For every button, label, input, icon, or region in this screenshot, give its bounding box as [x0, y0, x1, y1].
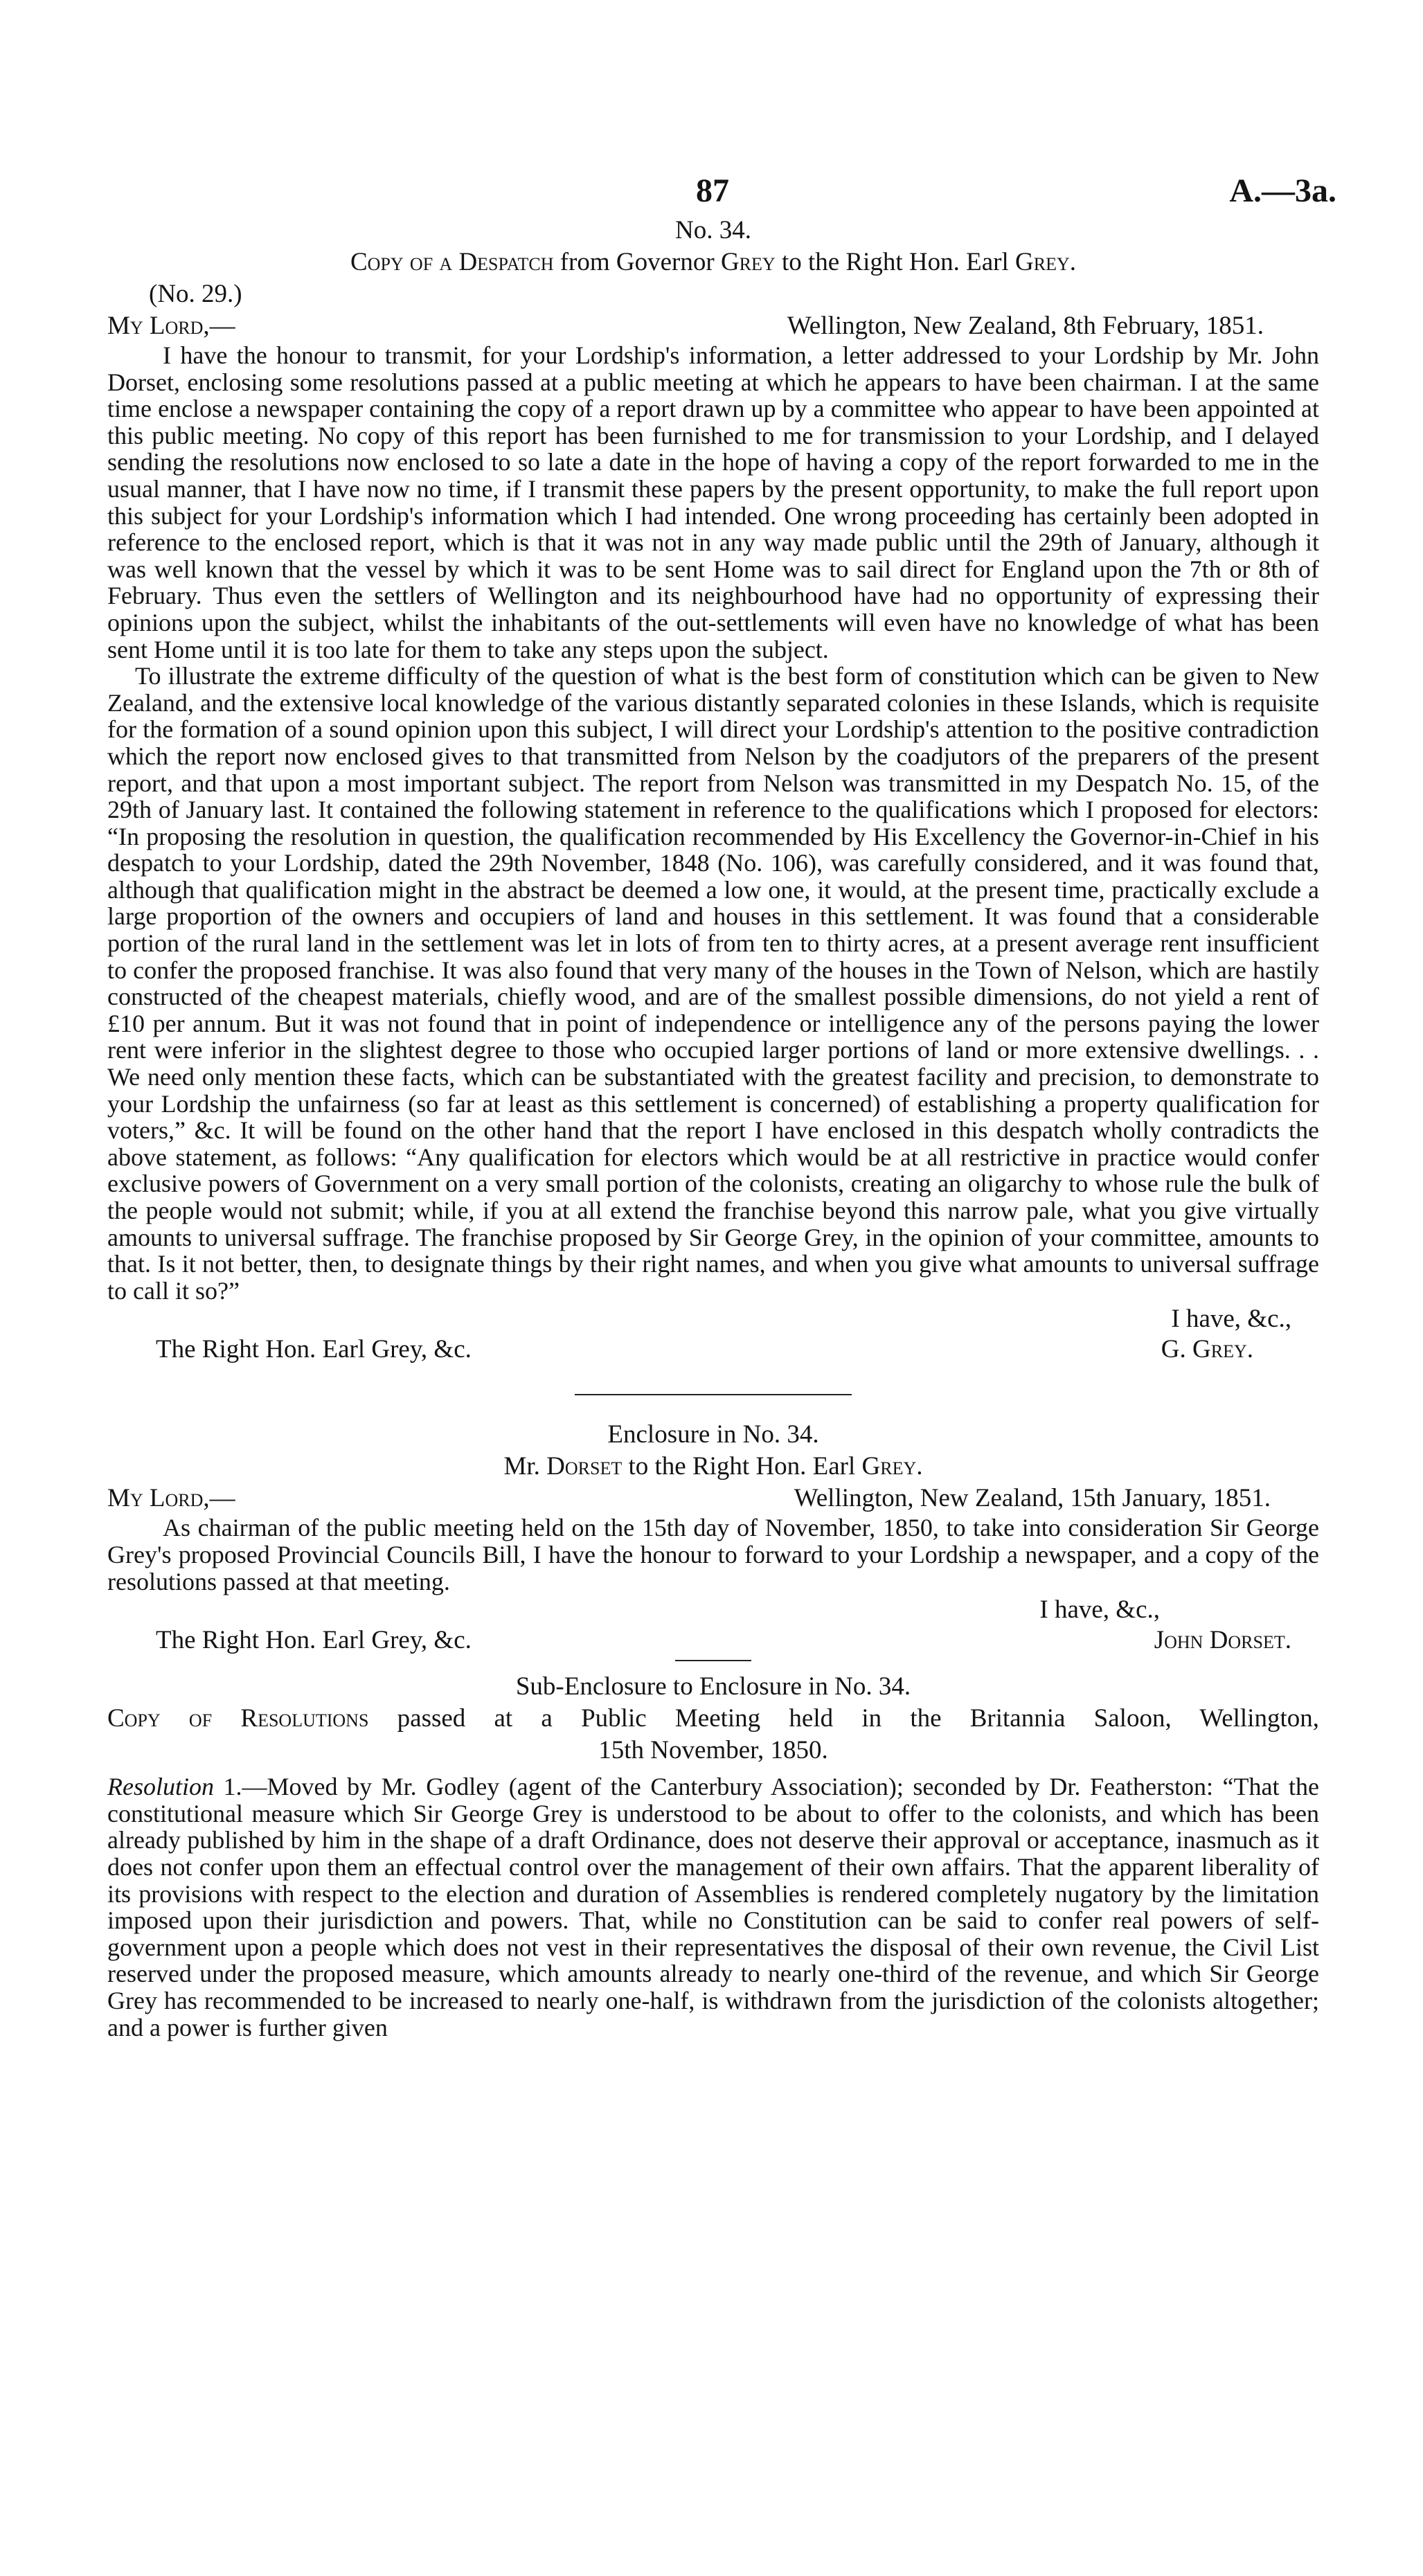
place-date: Wellington, New Zealand, 15th January, 1851.: [794, 1484, 1271, 1513]
document-page: [107, 0, 1336, 2041]
signature: John Dorset.: [1154, 1626, 1291, 1655]
section-divider: [575, 1394, 852, 1395]
place-date: Wellington, New Zealand, 8th February, 1851.: [787, 312, 1264, 340]
despatch-body: [107, 342, 1319, 1304]
signature-row: [107, 1625, 1319, 1656]
despatch-sub-number: (No. 29.): [149, 280, 242, 308]
page-number: 87: [696, 172, 729, 209]
paragraph: I have the honour to transmit, for your Lordship's information, a letter addressed to your Lordship by Mr. John Dorset, enclosing some resolutions passed at a public meeting at which he appears to have been chairman. I at the same time enclose a newspaper containing the copy of a report drawn up by a committee who appear to have been appointed at this public meeting. No copy of this report has been furnished to me for transmission to your Lordship, and I delayed sending the resolutions now enclosed to so late a date in the hope of having a copy of the report forwarded to me in the usual manner, that I have now no time, if I transmit these papers by the present opportunity, to make the full report upon this subject for your Lordship's information which I had intended. One wrong proceeding has certainly been adopted in reference to the enclosed report, which is that it was not in any way made public until the 29th of January, although it was well known that the vessel by which it was to be sent Home was to sail direct for England upon the 7th or 8th of February. Thus even the settlers of Wellington and its neighbourhood have had no opportunity of expressing their opinions upon the subject, whilst the inhabitants of the out-settlements will even have no knowledge of what has been sent Home until it is too late for them to take any steps upon the subject.: [107, 341, 1319, 663]
sub-enclosure-heading: Sub-Enclosure to Enclosure in No. 34.: [515, 1672, 911, 1701]
closing: I have, &c.,: [1171, 1305, 1291, 1334]
signature: G. Grey.: [1161, 1335, 1253, 1364]
paragraph: To illustrate the extreme difficulty of the question of what is the best form of constitution which can be given to New Zealand, and the extensive local knowledge of the various distantly separated colonies in these Islands, which is requisite for the formation of a sound opinion upon this subject, I will direct your Lordship's attention to the positive contradiction which the report now enclosed gives to that transmitted from Nelson by the coadjutors of the preparers of the present report, and that upon a most important subject. The report from Nelson was transmitted in my Despatch No. 15, of the 29th of January last. It contained the following statement in reference to the qualifications which I proposed for electors: “In proposing the resolution in question, the qualification recommended by His Excellency the Governor-in-Chief in his despatch to your Lordship, dated the 29th November, 1848 (No. 106), was carefully considered, and it was found that, although that qualification might in the abstract be deemed a low one, it would, at the present time, practically exclude a large proportion of the owners and occupiers of land and houses in this settlement. It was found that a considerable portion of the rural land in the settlement was let in lots of from ten to thirty acres, at a present average rent insufficient to confer the proposed franchise. It was also found that very many of the houses in the Town of Nelson, which are hastily constructed of the cheapest materials, chiefly wood, and are of the smallest possible dimensions, do not yield a rent of £10 per annum. But it was not found that in point of independence or intelligence any of the persons paying the lower rent were inferior in the slightest degree to those who occupied larger portions of land or more extensive dwellings. . . We need only mention these facts, which can be substantiated with the greatest facility and precision, to demonstrate to your Lordship the unfairness (so far at least as this settlement is concerned) of establishing a property qualification for voters,” &c. It will be found on the other hand that the report I have enclosed in this despatch wholly contradicts the above statement, as follows: “Any qualification for electors which would be at all restrictive in practice would confer exclusive powers of Government on a very small portion of the colonists, creating an oligarchy to whose rule the bulk of the people would not submit; while, if you at all extend the franchise beyond this narrow pale, what you give virtually amounts to universal suffrage. The franchise proposed by Sir George Grey, in the opinion of your committee, amounts to that. Is it not better, then, to designate things by their right names, and when you give what amounts to universal suffrage to call it so?”: [107, 662, 1319, 1305]
page-reference: A.—3a.: [1229, 172, 1336, 209]
salutation: My Lord,—: [107, 1484, 235, 1513]
enclosure-salutation-row: [107, 1483, 1319, 1514]
sub-enclosure-title: Copy of Resolutions passed at a Public Meeting held in the Britannia Saloon, Wellington,: [107, 1704, 1319, 1733]
despatch-title: Copy of a Despatch from Governor Grey to the Right Hon. Earl Grey.: [350, 248, 1076, 276]
addressee: The Right Hon. Earl Grey, &c.: [156, 1626, 472, 1655]
resolution-1: [107, 1773, 1319, 2041]
enclosure-body: [107, 1514, 1319, 1595]
enclosure-heading: Enclosure in No. 34.: [607, 1420, 819, 1449]
signature-row: [107, 1334, 1319, 1365]
resolution-label: Resolution: [107, 1773, 214, 1801]
page-header: [107, 0, 1336, 215]
sub-enclosure-date: 15th November, 1850.: [598, 1736, 828, 1765]
addressee: The Right Hon. Earl Grey, &c.: [156, 1335, 472, 1364]
salutation: My Lord,—: [107, 312, 235, 340]
resolution-text: 1.—Moved by Mr. Godley (agent of the Canterbury Association); seconded by Dr. Featherston: “That the constitutional measure which Sir George Grey is understood to be about to offer to the colonists, and which has been already published by him in the shape of a draft Ordinance, does not deserve their approval or acceptance, inasmuch as it does not confer upon them an effectual control over the management of their own affairs. That the apparent liberality of its provisions with respect to the election and duration of Assemblies is rendered completely nugatory by the limitation imposed upon their jurisdiction and powers. That, while no Constitution can be said to confer real powers of self-government upon a people which does not vest in their representatives the disposal of their own revenue, the Civil List reserved under the proposed measure, which amounts already to nearly one-third of the revenue, and which Sir George Grey has recommended to be increased to nearly one-half, is withdrawn from the jurisdiction of the colonists altogether; and a power is further given: [107, 1773, 1319, 2041]
enclosure-title: Mr. Dorset to the Right Hon. Earl Grey.: [503, 1452, 923, 1481]
despatch-number: No. 34.: [675, 216, 751, 244]
paragraph: As chairman of the public meeting held on the 15th day of November, 1850, to take into consideration Sir George Grey's proposed Provincial Councils Bill, I have the honour to forward to your Lordship a newspaper, and a copy of the resolutions passed at that meeting.: [107, 1514, 1319, 1595]
closing: I have, &c.,: [1039, 1595, 1160, 1625]
despatch-salutation-row: [107, 310, 1319, 342]
section-divider: [675, 1660, 751, 1661]
